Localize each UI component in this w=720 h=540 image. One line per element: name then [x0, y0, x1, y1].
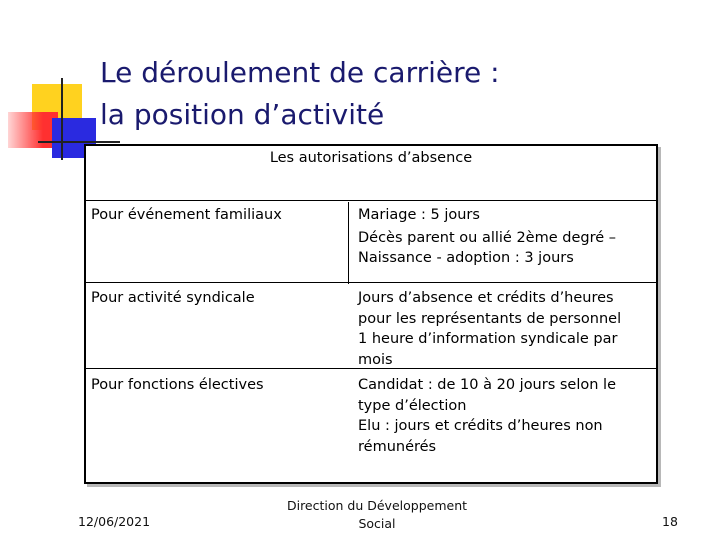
decorative-horizontal-line — [38, 141, 120, 143]
detail-line: Décès parent ou allié 2ème degré – — [358, 229, 617, 246]
detail-line: Naissance - adoption : 3 jours — [358, 250, 574, 266]
table-header-divider — [86, 200, 656, 201]
row-details-union-activity — [358, 288, 652, 370]
footer-page-number: 18 — [662, 514, 678, 529]
decorative-vertical-line — [61, 78, 63, 160]
table-row-divider — [86, 282, 656, 283]
detail-line: Candidat : de 10 à 20 jours selon le — [358, 377, 616, 393]
slide-title-line-1: Le déroulement de carrière : — [100, 56, 500, 89]
table-column-divider — [348, 202, 349, 284]
footer-department — [272, 497, 482, 533]
detail-line: type d’élection — [358, 397, 467, 414]
detail-line: pour les représentants de personnel — [358, 310, 622, 327]
detail-line: Jours d’absence et crédits d’heures — [358, 290, 614, 306]
table-caption: Les autorisations d’absence — [269, 150, 473, 166]
row-label-family-events: Pour événement familiaux — [91, 207, 282, 223]
detail-line: rémunérés — [358, 438, 437, 455]
detail-line: Mariage : 5 jours — [358, 207, 480, 223]
footer-department-line-1: Direction du Développement — [286, 498, 468, 513]
detail-line: Elu : jours et crédits d’heures non — [358, 418, 603, 434]
row-label-union-activity: Pour activité syndicale — [91, 290, 255, 306]
row-details-elective-functions — [358, 375, 652, 457]
row-details-family-events — [358, 205, 652, 269]
slide-title — [100, 52, 660, 136]
footer-date: 12/06/2021 — [78, 514, 151, 529]
detail-line: mois — [358, 351, 393, 368]
footer-department-line-2: Social — [358, 516, 396, 531]
slide-title-line-2: la position d’activité — [100, 98, 385, 131]
row-label-elective-functions: Pour fonctions électives — [91, 377, 264, 393]
absence-table — [84, 144, 658, 484]
detail-line: 1 heure d’information syndicale par — [358, 331, 618, 347]
